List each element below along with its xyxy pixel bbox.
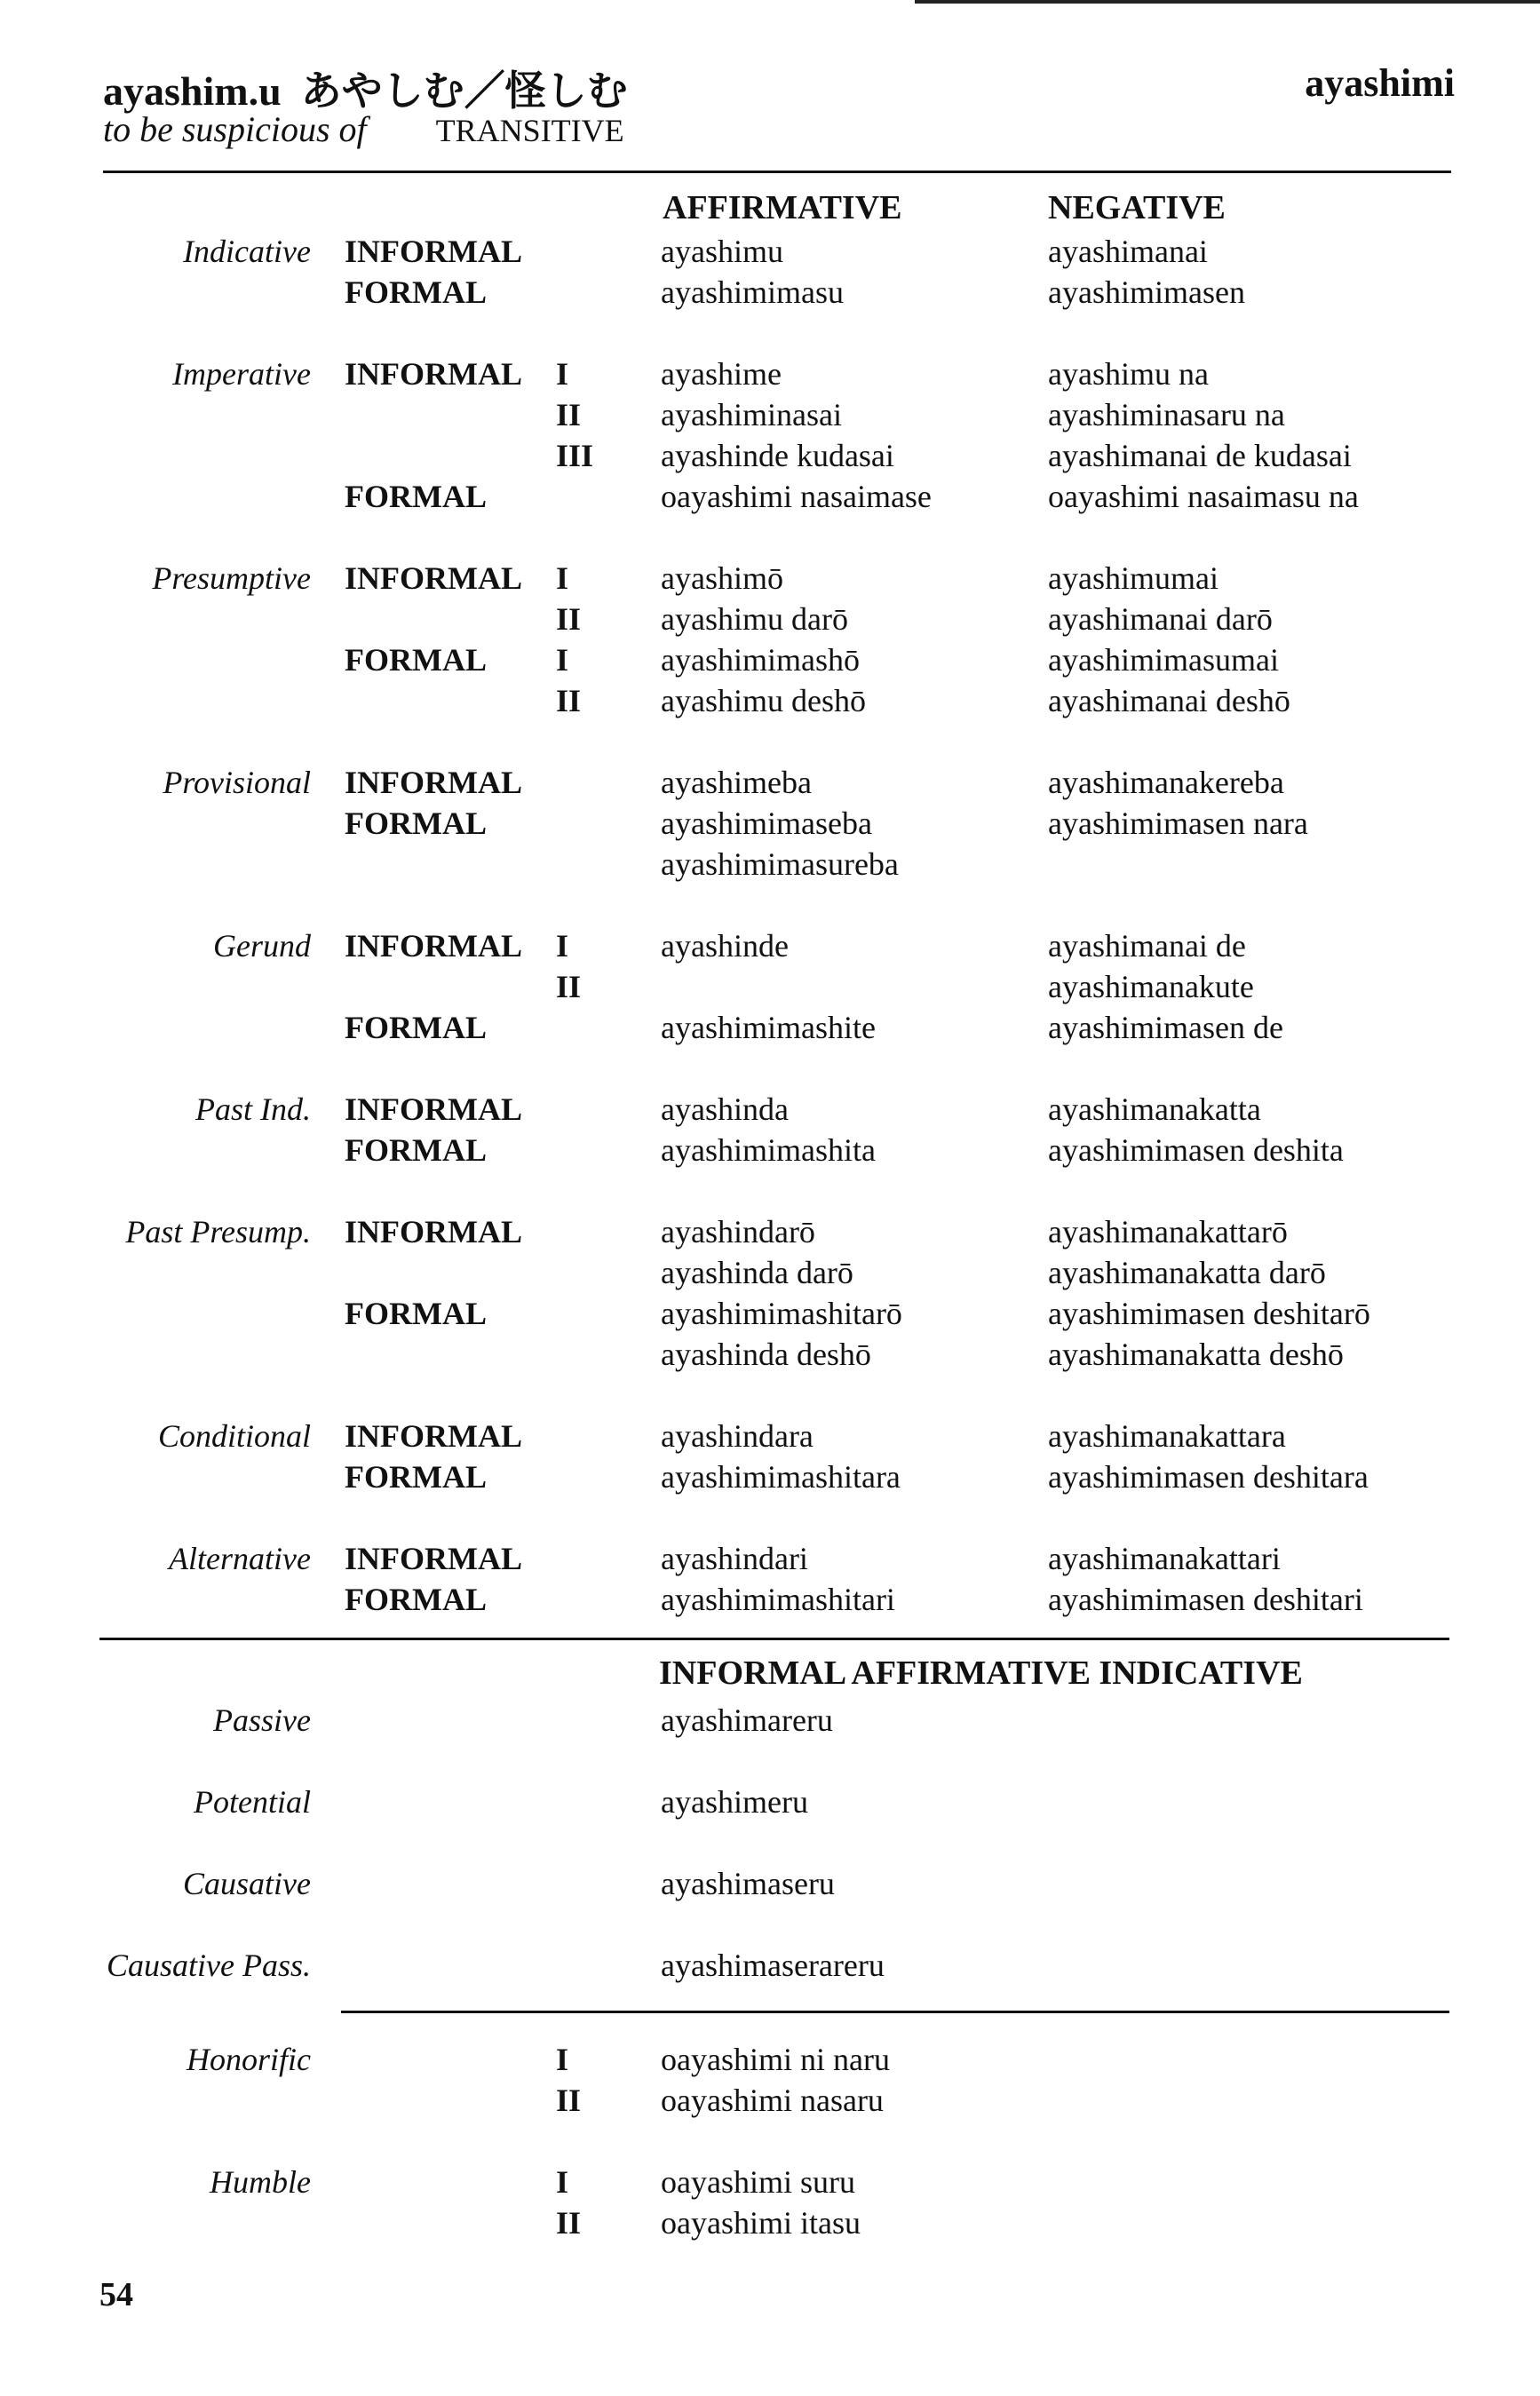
form-number: I — [556, 560, 569, 596]
table-row — [0, 1213, 1540, 1254]
affirmative-form: ayashimimasu — [661, 274, 844, 310]
formality-label: INFORMAL — [345, 928, 522, 964]
mood-label: Conditional — [157, 1418, 311, 1454]
derived-row — [0, 1702, 1540, 1742]
table-bottom-rule — [99, 1638, 1449, 1640]
affirmative-form: ayashimimashita — [661, 1132, 876, 1168]
negative-form: ayashimanai deshō — [1048, 683, 1290, 718]
verb-meaning — [103, 108, 624, 150]
transitivity-label: TRANSITIVE — [435, 113, 624, 148]
mood-label: Indicative — [183, 234, 311, 269]
affirmative-form: ayashiminasai — [661, 397, 842, 432]
honorific-rule — [341, 2011, 1449, 2013]
derived-row — [0, 1865, 1540, 1906]
table-row — [0, 355, 1540, 396]
negative-form: ayashimimasumai — [1048, 642, 1279, 678]
form-number: II — [556, 2205, 582, 2241]
affirmative-form: ayashinda darō — [661, 1255, 853, 1290]
affirmative-form: ayashimimashitara — [661, 1459, 901, 1495]
derived-form: ayashimaseru — [661, 1866, 835, 1901]
formality-label: INFORMAL — [345, 1091, 522, 1127]
negative-form: ayashimu na — [1048, 356, 1209, 392]
derived-form-label: Causative — [183, 1866, 311, 1901]
affirmative-form: ayashimimaseba — [661, 805, 872, 841]
affirmative-form: oayashimi nasaimase — [661, 479, 932, 514]
formality-label: FORMAL — [345, 805, 487, 841]
affirmative-form: ayashimimashite — [661, 1010, 876, 1045]
table-row — [0, 927, 1540, 968]
form-number: II — [556, 397, 582, 432]
form-number: I — [556, 928, 569, 964]
derived-form-label: Honorific — [187, 2042, 311, 2077]
mood-label: Imperative — [172, 356, 311, 392]
table-row — [0, 233, 1540, 274]
derived-form-label: Potential — [194, 1784, 311, 1820]
derived-form: ayashimaserareru — [661, 1948, 885, 1983]
top-edge-rule — [915, 0, 1540, 4]
negative-form: ayashimanakattarō — [1048, 1214, 1288, 1250]
affirmative-form: ayashindara — [661, 1418, 814, 1454]
header-rule — [103, 171, 1451, 173]
column-header-affirmative: AFFIRMATIVE — [663, 189, 902, 226]
affirmative-form: ayashimu deshō — [661, 683, 866, 718]
form-number: I — [556, 2164, 569, 2200]
negative-form: ayashimimasen de — [1048, 1010, 1283, 1045]
table-row — [0, 396, 1540, 437]
headword-romaji: ayashim.u — [103, 68, 282, 114]
derived-form-label: Humble — [210, 2164, 311, 2200]
negative-form: ayashimanakattara — [1048, 1418, 1286, 1454]
form-number: I — [556, 356, 569, 392]
derived-row — [0, 1947, 1540, 1987]
table-row — [0, 1295, 1540, 1336]
negative-form: ayashimanai de kudasai — [1048, 438, 1352, 473]
mood-label: Provisional — [163, 765, 311, 800]
negative-form: ayashimanakatta deshō — [1048, 1337, 1344, 1372]
formality-label: FORMAL — [345, 274, 487, 310]
negative-form: ayashimanakatta darō — [1048, 1255, 1326, 1290]
table-row — [0, 845, 1540, 886]
formality-label: FORMAL — [345, 1010, 487, 1045]
negative-form: ayashimanai — [1048, 234, 1208, 269]
table-row — [0, 968, 1540, 1009]
formality-label: FORMAL — [345, 1582, 487, 1617]
table-row — [0, 641, 1540, 682]
formality-label: FORMAL — [345, 1459, 487, 1495]
formality-label: INFORMAL — [345, 765, 522, 800]
affirmative-form: ayashimō — [661, 560, 783, 596]
affirmative-form: ayashimimashō — [661, 642, 860, 678]
affirmative-form: ayashinde kudasai — [661, 438, 894, 473]
table-row — [0, 1091, 1540, 1131]
negative-form: ayashimanakereba — [1048, 765, 1284, 800]
affirmative-form: ayashinda deshō — [661, 1337, 871, 1372]
table-row — [0, 600, 1540, 641]
negative-form: oayashimi nasaimasu na — [1048, 479, 1359, 514]
form-number: II — [556, 969, 582, 1004]
derived-form: ayashimareru — [661, 1702, 833, 1738]
negative-form: ayashimimasen deshitarō — [1048, 1296, 1370, 1331]
mood-label: Alternative — [169, 1541, 311, 1576]
derived-row — [0, 2041, 1540, 2082]
negative-form: ayashimanakattari — [1048, 1541, 1281, 1576]
table-row — [0, 805, 1540, 845]
derived-form: oayashimi suru — [661, 2164, 855, 2200]
derived-form: oayashimi itasu — [661, 2205, 861, 2241]
affirmative-form: ayashime — [661, 356, 782, 392]
table-row — [0, 437, 1540, 478]
formality-label: FORMAL — [345, 1296, 487, 1331]
formality-label: FORMAL — [345, 1132, 487, 1168]
verb-stem: ayashimi — [1305, 61, 1455, 105]
mood-label: Presumptive — [152, 560, 311, 596]
affirmative-form: ayashimu — [661, 234, 783, 269]
negative-form: ayashimimasen deshitara — [1048, 1459, 1369, 1495]
negative-form: ayashimumai — [1048, 560, 1219, 596]
negative-form: ayashimanai darō — [1048, 601, 1273, 637]
form-number: II — [556, 2083, 582, 2118]
negative-form: ayashimimasen — [1048, 274, 1245, 310]
table-row — [0, 1254, 1540, 1295]
form-number: III — [556, 438, 594, 473]
headword-japanese: あやしむ／怪しむ — [300, 67, 628, 115]
derived-form: oayashimi ni naru — [661, 2042, 890, 2077]
negative-form: ayashimanakatta — [1048, 1091, 1261, 1127]
mood-label: Gerund — [213, 928, 311, 964]
affirmative-form: ayashindarō — [661, 1214, 815, 1250]
affirmative-form: ayashinda — [661, 1091, 789, 1127]
table-row — [0, 1336, 1540, 1377]
form-number: I — [556, 2042, 569, 2077]
form-number: II — [556, 601, 582, 637]
mood-label: Past Presump. — [125, 1214, 311, 1250]
negative-form: ayashimanakute — [1048, 969, 1254, 1004]
table-row — [0, 1581, 1540, 1622]
form-number: II — [556, 683, 582, 718]
derived-form-label: Causative Pass. — [107, 1948, 311, 1983]
mood-label: Past Ind. — [195, 1091, 311, 1127]
affirmative-form: ayashimimasureba — [661, 846, 899, 882]
formality-label: INFORMAL — [345, 356, 522, 392]
affirmative-form: ayashinde — [661, 928, 789, 964]
table-row — [0, 274, 1540, 314]
formality-label: INFORMAL — [345, 1541, 522, 1576]
negative-form: ayashimimasen deshitari — [1048, 1582, 1363, 1617]
table-row — [0, 682, 1540, 723]
negative-form: ayashimimasen deshita — [1048, 1132, 1344, 1168]
derived-form: ayashimeru — [661, 1784, 808, 1820]
affirmative-form: ayashimu darō — [661, 601, 848, 637]
form-number: I — [556, 642, 569, 678]
formality-label: INFORMAL — [345, 560, 522, 596]
formality-label: FORMAL — [345, 642, 487, 678]
affirmative-form: ayashindari — [661, 1541, 808, 1576]
derived-form-label: Passive — [213, 1702, 311, 1738]
derived-row — [0, 1783, 1540, 1824]
table-row — [0, 1540, 1540, 1581]
negative-form: ayashimimasen nara — [1048, 805, 1308, 841]
column-header-negative: NEGATIVE — [1048, 189, 1226, 226]
derived-row — [0, 2082, 1540, 2122]
derived-row — [0, 2163, 1540, 2204]
negative-form: ayashimanai de — [1048, 928, 1246, 964]
affirmative-form: ayashimeba — [661, 765, 812, 800]
table-row — [0, 1131, 1540, 1172]
derived-row — [0, 2204, 1540, 2245]
formality-label: INFORMAL — [345, 1418, 522, 1454]
affirmative-form: ayashimimashitari — [661, 1582, 895, 1617]
table-row — [0, 478, 1540, 519]
formality-label: INFORMAL — [345, 1214, 522, 1250]
affirmative-form: ayashimimashitarō — [661, 1296, 902, 1331]
derived-form: oayashimi nasaru — [661, 2083, 884, 2118]
table-row — [0, 559, 1540, 600]
page-number: 54 — [99, 2276, 133, 2313]
negative-form: ayashiminasaru na — [1048, 397, 1285, 432]
derived-forms-heading: INFORMAL AFFIRMATIVE INDICATIVE — [659, 1654, 1303, 1692]
formality-label: FORMAL — [345, 479, 487, 514]
meaning-text: to be suspicious of — [103, 109, 367, 149]
formality-label: INFORMAL — [345, 234, 522, 269]
table-row — [0, 764, 1540, 805]
table-row — [0, 1458, 1540, 1499]
table-row — [0, 1009, 1540, 1050]
table-row — [0, 1417, 1540, 1458]
